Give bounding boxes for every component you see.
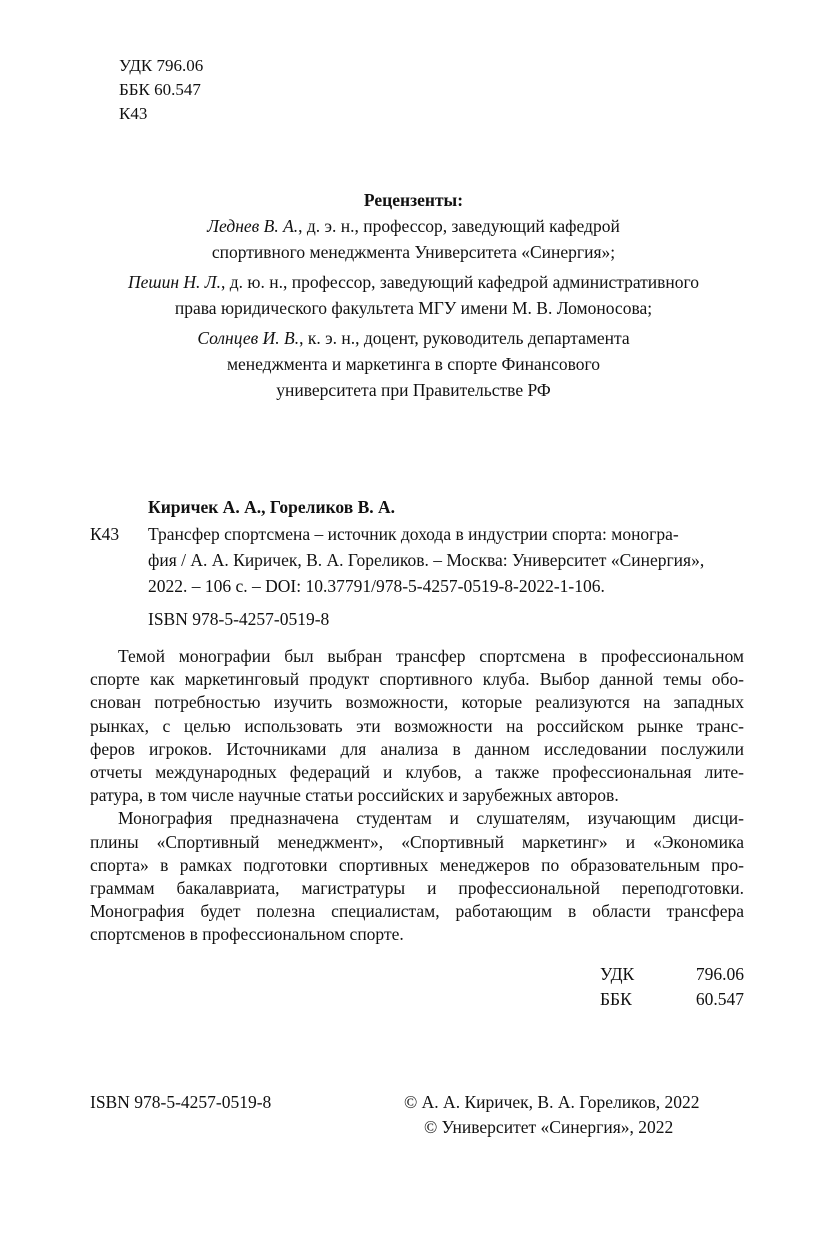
- abstract-line: феров игроков. Источниками для анализа в данном исследовании послужили: [90, 738, 744, 759]
- bib-isbn: ISBN 978-5-4257-0519-8: [148, 609, 330, 629]
- reviewer-affiliation: спортивного менеджмента Университета «Синергия»;: [211, 242, 616, 262]
- bib-authors: Киричек А. А., Гореликов В. А.: [148, 497, 396, 517]
- abstract-line: Темой монографии был выбран трансфер спортсмена в профессиональном: [118, 646, 744, 666]
- reviewer-affiliation: университета при Правительстве РФ: [276, 380, 551, 400]
- reviewer-name: Леднев В. А.: [207, 216, 299, 236]
- udk-code: УДК 796.06: [119, 56, 204, 75]
- abstract-line: спорта» в рамках подготовки спортивных менеджеров по образовательным про-: [90, 854, 744, 875]
- abstract-line: спортсменов в профессиональном спорте.: [90, 924, 404, 945]
- reviewer-credentials: , к. э. н., доцент, руководитель департамента: [299, 328, 630, 348]
- reviewer-credentials: , д. э. н., профессор, заведующий кафедрой: [298, 216, 620, 236]
- classification-bottom: [600, 962, 744, 1012]
- bib-description: [148, 521, 704, 599]
- classification-block: [119, 54, 203, 126]
- abstract-line: Монография предназначена студентам и слушателям, изучающим дисци-: [118, 808, 744, 829]
- abstract-line: отчеты международных федераций и клубов, а также профессиональная лите-: [90, 762, 744, 783]
- bib-description-line: фия / А. А. Киричек, В. А. Гореликов. – Москва: Университет «Синергия»,: [148, 550, 705, 570]
- abstract: [90, 645, 744, 947]
- copyright-authors: © А. А. Киричек, В. А. Гореликов, 2022: [404, 1092, 700, 1112]
- abstract-line: Монография будет полезна специалистам, работающим в области трансфера: [90, 901, 744, 922]
- abstract-line: снован потребностью изучить возможности, которые реализуются на западных: [90, 692, 744, 713]
- copyright-publisher: © Университет «Синергия», 2022: [424, 1117, 674, 1137]
- reviewers-heading: Рецензенты:: [363, 190, 464, 210]
- footer-isbn: ISBN 978-5-4257-0519-8: [90, 1092, 272, 1112]
- reviewers-section: [0, 187, 827, 403]
- bbk-label: ББК: [600, 989, 632, 1009]
- bib-code: К43: [90, 524, 120, 544]
- reviewer-entry: [0, 269, 827, 295]
- bbk-row: [600, 987, 744, 1012]
- reviewer-name: Солнцев И. В.: [197, 328, 300, 348]
- abstract-line: плины «Спортивный менеджмент», «Спортивный маркетинг» и «Экономика: [90, 831, 744, 852]
- reviewer-name: Пешин Н. Л.: [127, 272, 221, 292]
- reviewer-entry: [0, 213, 827, 239]
- bbk-value: 60.547: [695, 989, 744, 1009]
- udk-row: [600, 962, 744, 987]
- bib-description-line: Трансфер спортсмена – источник дохода в индустрии спорта: моногра-: [148, 524, 679, 544]
- reviewer-entry: [0, 325, 827, 351]
- udk-value: 796.06: [695, 964, 744, 984]
- reviewer-credentials: , д. ю. н., профессор, заведующий кафедрой административного: [221, 272, 700, 292]
- reviewer-affiliation: права юридического факультета МГУ имени М. В. Ломоносова;: [174, 298, 653, 318]
- abstract-line: граммам бакалавриата, магистратуры и профессиональной переподготовки.: [90, 878, 744, 899]
- bbk-code: ББК 60.547: [119, 80, 201, 99]
- abstract-line: спорте как маркетинговый продукт спортивного клуба. Выбор данной темы обо-: [90, 669, 744, 690]
- abstract-line: рынках, с целью использовать эти возможности на российском рынке транс-: [90, 715, 744, 736]
- abstract-line: ратура, в том числе научные статьи российских и зарубежных авторов.: [90, 785, 619, 806]
- reviewer-affiliation: менеджмента и маркетинга в спорте Финансового: [226, 354, 601, 374]
- udk-label: УДК: [600, 964, 635, 984]
- author-sign-code: К43: [119, 104, 148, 123]
- bib-description-line: 2022. – 106 с. – DOI: 10.37791/978-5-4257-0519-8-2022-1-106.: [148, 576, 605, 596]
